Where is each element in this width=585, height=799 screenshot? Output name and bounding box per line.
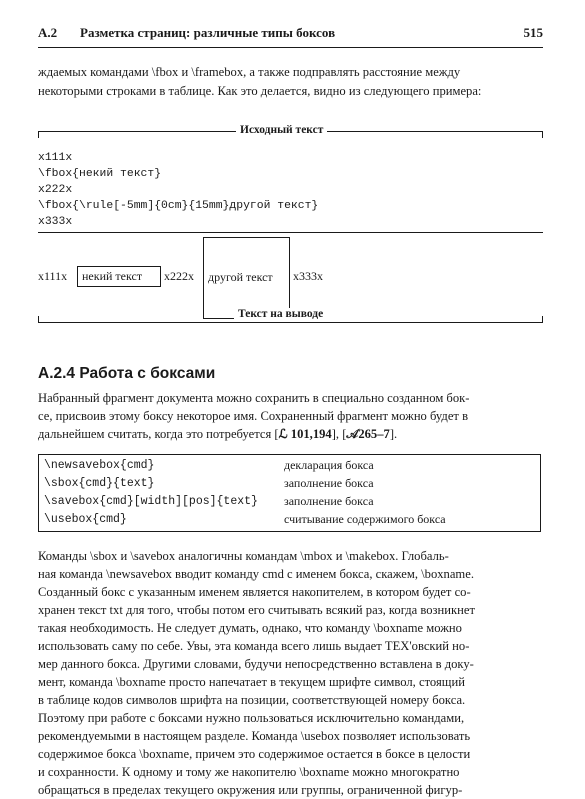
code-line: x111x	[38, 152, 73, 164]
para1-text: ].	[389, 427, 398, 441]
page-number: 515	[523, 25, 543, 40]
code-line: x333x	[38, 216, 73, 228]
para2-line: Команды \sbox и \savebox аналогичны командам \mbox и \makebox. Глобаль-	[38, 549, 449, 563]
code-line: \fbox{\rule[-5mm]{0cm}{15mm}другой текст}	[38, 200, 319, 212]
para1-line: се, присвоив этому боксу некоторое имя. Сохраненный фрагмент можно будет в	[38, 409, 469, 423]
table-desc: декларация бокса	[284, 458, 374, 472]
output-text-x222x: x222x	[164, 269, 194, 283]
frame-corner-tick	[38, 316, 39, 323]
para2-line: рекомендуемыми в настоящем разделе. Команда \usebox позволяет использовать	[38, 729, 471, 743]
output-fbox-1-text: некий текст	[82, 269, 143, 283]
output-fbox-1	[77, 266, 161, 287]
table-desc: заполнение бокса	[284, 494, 374, 508]
reference-a: 𝒜265–7	[346, 427, 390, 441]
intro-line-1: ждаемых командами \fbox и \framebox, а также подправлять расстояние между	[38, 65, 461, 79]
para2-line: в таблице кодов символов шрифта на позиции, соответствующей номеру бокса.	[38, 693, 466, 707]
code-line: x222x	[38, 184, 73, 196]
output-text-x111x: x111x	[38, 269, 68, 283]
para2-line: Поэтому при работе с боксами нужно пользоваться исключительно командами,	[38, 711, 465, 725]
para2-line: и сохранности. К одному и тому же накопителю \boxname можно многократно	[38, 765, 460, 779]
para2-line: содержимое бокса \boxname, причем это содержимое остается в боксе в целости	[38, 747, 471, 761]
para2-line: мер данного бокса. Другими словами, будучи непосредственно вставлена в доку-	[38, 657, 474, 671]
output-frame-bottom-rule	[38, 322, 543, 323]
para2-line: ная команда \newsavebox вводит команду cmd с именем бокса, скажем, \boxname.	[38, 567, 474, 581]
para1-text: дальнейшем считать, когда это потребуется [	[38, 427, 279, 441]
section-title: Работа с боксами	[79, 365, 216, 382]
table-cmd: \savebox{cmd}[width][pos]{text}	[44, 495, 258, 508]
code-line: \fbox{некий текст}	[38, 168, 162, 180]
table-desc: заполнение бокса	[284, 476, 374, 490]
para2-line: хранен текст txt для того, чтобы потом его считывать всякий раз, когда возникнет	[38, 603, 475, 617]
reference-lamport: ℒ 101,194	[278, 427, 332, 441]
source-output-divider	[38, 232, 543, 233]
table-cmd: \newsavebox{cmd}	[44, 459, 155, 472]
header-title: Разметка страниц: различные типы боксов	[80, 25, 336, 40]
header-section-number: А.2	[38, 25, 58, 40]
table-cmd: \usebox{cmd}	[44, 513, 127, 526]
para2-line: использовать саму по себе. Увы, эта команда всего лишь выдает TEX'овский но-	[38, 639, 470, 653]
para2-line: мент, команда \boxname просто напечатает в текущем шрифте символ, стоящий	[38, 675, 465, 689]
output-fbox-2-text: другой текст	[208, 270, 273, 284]
output-fbox-2	[203, 237, 290, 319]
para1-line: Набранный фрагмент документа можно сохранить в специально созданном бок-	[38, 391, 470, 405]
source-frame-title: Исходный текст	[236, 124, 327, 136]
para2-line: обращаться в пределах текущего окружения или группы, ограниченной фигур-	[38, 783, 463, 797]
header-rule	[38, 47, 543, 48]
intro-line-2: некоторыми строками в таблице. Как это делается, видно из следующего примера:	[38, 84, 482, 98]
frame-corner-tick	[38, 131, 39, 138]
para1-line	[38, 426, 397, 443]
output-frame-title: Текст на выводе	[234, 308, 327, 320]
table-cmd: \sbox{cmd}{text}	[44, 477, 155, 490]
output-text-x333x: x333x	[293, 269, 323, 283]
section-number: A.2.4	[38, 365, 76, 382]
frame-corner-tick	[542, 131, 543, 138]
table-desc: считывание содержимого бокса	[284, 512, 446, 526]
frame-corner-tick	[542, 316, 543, 323]
para2-line: Созданный бокс с указанным именем является накопителем, в котором будет со-	[38, 585, 471, 599]
section-heading	[38, 365, 215, 383]
para1-text: ], [	[331, 427, 347, 441]
para2-line: такая необходимость. Не следует думать, однако, что команду \boxname можно	[38, 621, 462, 635]
